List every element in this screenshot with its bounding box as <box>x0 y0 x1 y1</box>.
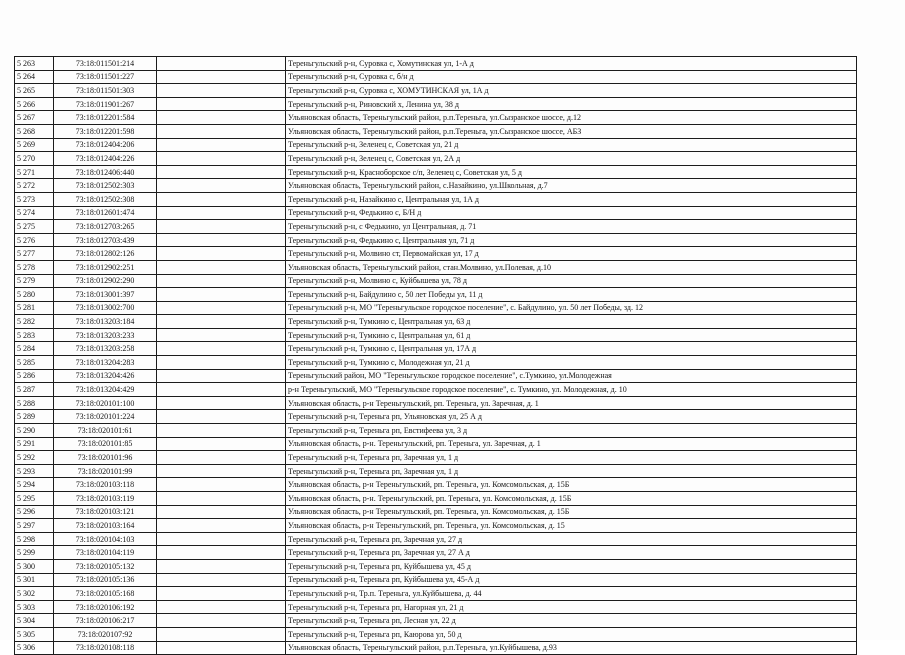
empty-cell <box>157 437 286 451</box>
empty-cell <box>157 546 286 560</box>
empty-cell <box>157 492 286 506</box>
address-cell: Тереньгульский р-н, Тереньга рп, Евстифеева ул, 3 д <box>286 424 857 438</box>
cadastral-number-cell: 73:18:012601:474 <box>54 206 157 220</box>
row-number-cell: 5 291 <box>15 437 54 451</box>
row-number-cell: 5 298 <box>15 532 54 546</box>
cadastral-number-cell: 73:18:013204:426 <box>54 369 157 383</box>
row-number-cell: 5 270 <box>15 152 54 166</box>
row-number-cell: 5 263 <box>15 57 54 71</box>
row-number-cell: 5 297 <box>15 519 54 533</box>
row-number-cell: 5 269 <box>15 138 54 152</box>
row-number-cell: 5 306 <box>15 641 54 655</box>
address-cell: Ульяновская область, р-н. Тереньгульский, рп. Тереньга, ул. Комсомольская, д. 15Б <box>286 492 857 506</box>
cadastral-number-cell: 73:18:013204:283 <box>54 356 157 370</box>
empty-cell <box>157 614 286 628</box>
empty-cell <box>157 505 286 519</box>
row-number-cell: 5 294 <box>15 478 54 492</box>
table-row <box>15 356 857 370</box>
cadastral-number-cell: 73:18:012502:303 <box>54 179 157 193</box>
row-number-cell: 5 274 <box>15 206 54 220</box>
address-cell: Тереньгульский р-н, Тереньга рп, Заречная ул, 27 д <box>286 532 857 546</box>
row-number-cell: 5 289 <box>15 410 54 424</box>
table-row <box>15 410 857 424</box>
address-cell: Тереньгульский р-н, Тереньга рп, Заречная ул, 1 д <box>286 451 857 465</box>
empty-cell <box>157 152 286 166</box>
empty-cell <box>157 600 286 614</box>
empty-cell <box>157 587 286 601</box>
address-cell: Тереньгульский р-н, Тереньга рп, Ульяновская ул, 25 А д <box>286 410 857 424</box>
address-cell: Ульяновская область, Тереньгульский район, стан.Молвино, ул.Полевая, д.10 <box>286 260 857 274</box>
address-cell: Тереньгульский р-н, МО "Тереньгульское городское поселение", с. Байдулино, ул. 50 лет Победы, зд. 12 <box>286 301 857 315</box>
row-number-cell: 5 282 <box>15 315 54 329</box>
cadastral-number-cell: 73:18:012802:126 <box>54 247 157 261</box>
address-cell: Тереньгульский р-н, Риновский х, Ленина ул, 38 д <box>286 97 857 111</box>
table-row <box>15 57 857 71</box>
table-row <box>15 573 857 587</box>
address-cell: Ульяновская область, Тереньгульский район, р.п.Тереньга, ул.Куйбышева, д.93 <box>286 641 857 655</box>
table-row <box>15 383 857 397</box>
cadastral-number-cell: 73:18:012703:439 <box>54 233 157 247</box>
table-row <box>15 424 857 438</box>
empty-cell <box>157 559 286 573</box>
empty-cell <box>157 301 286 315</box>
row-number-cell: 5 266 <box>15 97 54 111</box>
row-number-cell: 5 296 <box>15 505 54 519</box>
cadastral-number-cell: 73:18:020104:119 <box>54 546 157 560</box>
address-cell: Тереньгульский р-н, Молвино с, Куйбышева ул, 78 д <box>286 274 857 288</box>
row-number-cell: 5 304 <box>15 614 54 628</box>
row-number-cell: 5 278 <box>15 260 54 274</box>
row-number-cell: 5 264 <box>15 70 54 84</box>
cadastral-number-cell: 73:18:013001:397 <box>54 288 157 302</box>
row-number-cell: 5 273 <box>15 192 54 206</box>
row-number-cell: 5 299 <box>15 546 54 560</box>
row-number-cell: 5 302 <box>15 587 54 601</box>
cadastral-number-cell: 73:18:020106:217 <box>54 614 157 628</box>
cadastral-number-cell: 73:18:020105:136 <box>54 573 157 587</box>
table-row <box>15 152 857 166</box>
table-row <box>15 600 857 614</box>
cadastral-number-cell: 73:18:012406:440 <box>54 165 157 179</box>
table-row <box>15 627 857 641</box>
table-row <box>15 97 857 111</box>
cadastral-number-cell: 73:18:013203:233 <box>54 328 157 342</box>
empty-cell <box>157 192 286 206</box>
empty-cell <box>157 220 286 234</box>
table-row <box>15 532 857 546</box>
table-row <box>15 233 857 247</box>
cadastral-number-cell: 73:18:012404:206 <box>54 138 157 152</box>
empty-cell <box>157 57 286 71</box>
empty-cell <box>157 138 286 152</box>
empty-cell <box>157 532 286 546</box>
address-cell: Тереньгульский район, МО "Тереньгульское городское поселение", с.Тумкино, ул.Молодежная <box>286 369 857 383</box>
empty-cell <box>157 84 286 98</box>
address-cell: Тереньгульский р-н, Тумкино с, Молодежная ул, 21 д <box>286 356 857 370</box>
cadastral-number-cell: 73:18:012902:290 <box>54 274 157 288</box>
cadastral-number-cell: 73:18:012201:584 <box>54 111 157 125</box>
row-number-cell: 5 305 <box>15 627 54 641</box>
table-row <box>15 342 857 356</box>
empty-cell <box>157 111 286 125</box>
cadastral-number-cell: 73:18:020105:132 <box>54 559 157 573</box>
empty-cell <box>157 124 286 138</box>
cadastral-number-cell: 73:18:012703:265 <box>54 220 157 234</box>
table-row <box>15 220 857 234</box>
address-cell: Тереньгульский р-н, Тумкино с, Центральная ул, 17А д <box>286 342 857 356</box>
address-cell: Тереньгульский р-н, Федькино с, Центральная ул, 71 д <box>286 233 857 247</box>
cadastral-number-cell: 73:18:020103:119 <box>54 492 157 506</box>
address-cell: Тереньгульский р-н, Молвино ст, Первомайская ул, 17 д <box>286 247 857 261</box>
empty-cell <box>157 288 286 302</box>
row-number-cell: 5 293 <box>15 464 54 478</box>
address-cell: Тереньгульский р-н, Зеленец с, Советская ул, 2А д <box>286 152 857 166</box>
address-cell: Тереньгульский р-н, Красноборское с/п, Зеленец с, Советская ул, 5 д <box>286 165 857 179</box>
empty-cell <box>157 165 286 179</box>
cadastral-number-cell: 73:18:020104:103 <box>54 532 157 546</box>
table-row <box>15 478 857 492</box>
empty-cell <box>157 206 286 220</box>
empty-cell <box>157 342 286 356</box>
empty-cell <box>157 233 286 247</box>
cadastral-number-cell: 73:18:020103:164 <box>54 519 157 533</box>
cadastral-number-cell: 73:18:012201:598 <box>54 124 157 138</box>
address-cell: Тереньгульский р-н, Суровка с, ХОМУТИНСКАЯ ул, 1А д <box>286 84 857 98</box>
cadastral-number-cell: 73:18:011501:303 <box>54 84 157 98</box>
empty-cell <box>157 179 286 193</box>
cadastral-number-cell: 73:18:020101:61 <box>54 424 157 438</box>
address-cell: Тереньгульский р-н, Суровка с, Хомутинская ул, 1-А д <box>286 57 857 71</box>
table-row <box>15 70 857 84</box>
row-number-cell: 5 290 <box>15 424 54 438</box>
table-row <box>15 492 857 506</box>
address-cell: Ульяновская область, р-н Тереньгульский, рп. Тереньга, ул. Комсомольская, д. 15Б <box>286 505 857 519</box>
empty-cell <box>157 641 286 655</box>
row-number-cell: 5 280 <box>15 288 54 302</box>
address-cell: Ульяновская область, р-н. Тереньгульский, рп. Тереньга, ул. Заречная, д. 1 <box>286 437 857 451</box>
row-number-cell: 5 301 <box>15 573 54 587</box>
cadastral-number-cell: 73:18:020103:121 <box>54 505 157 519</box>
registry-table <box>14 56 857 655</box>
row-number-cell: 5 303 <box>15 600 54 614</box>
table-row <box>15 328 857 342</box>
cadastral-number-cell: 73:18:011901:267 <box>54 97 157 111</box>
table-row <box>15 274 857 288</box>
cadastral-number-cell: 73:18:020101:99 <box>54 464 157 478</box>
row-number-cell: 5 295 <box>15 492 54 506</box>
address-cell: Тереньгульский р-н, Байдулино с, 50 лет Победы ул, 11 д <box>286 288 857 302</box>
address-cell: Ульяновская область, Тереньгульский район, р.п.Тереньга, ул.Сызранское шоссе, АБЗ <box>286 124 857 138</box>
row-number-cell: 5 292 <box>15 451 54 465</box>
table-row <box>15 451 857 465</box>
empty-cell <box>157 328 286 342</box>
row-number-cell: 5 272 <box>15 179 54 193</box>
cadastral-number-cell: 73:18:020101:96 <box>54 451 157 465</box>
address-cell: Тереньгульский р-н, с Федькино, ул Центральная, д. 71 <box>286 220 857 234</box>
address-cell: Ульяновская область, р-н Тереньгульский, рп. Тереньга, ул. Комсомольская, д. 15Б <box>286 478 857 492</box>
address-cell: Ульяновская область, р-н Тереньгульский, рп. Тереньга, ул. Комсомольская, д. 15 <box>286 519 857 533</box>
cadastral-number-cell: 73:18:020101:85 <box>54 437 157 451</box>
row-number-cell: 5 286 <box>15 369 54 383</box>
registry-table-body <box>15 57 857 655</box>
empty-cell <box>157 451 286 465</box>
row-number-cell: 5 277 <box>15 247 54 261</box>
empty-cell <box>157 396 286 410</box>
cadastral-number-cell: 73:18:013203:258 <box>54 342 157 356</box>
table-row <box>15 165 857 179</box>
address-cell: Тереньгульский р-н, Тереньга рп, Куйбышева ул, 45 д <box>286 559 857 573</box>
row-number-cell: 5 287 <box>15 383 54 397</box>
cadastral-number-cell: 73:18:013203:184 <box>54 315 157 329</box>
empty-cell <box>157 383 286 397</box>
empty-cell <box>157 247 286 261</box>
table-row <box>15 111 857 125</box>
table-row <box>15 396 857 410</box>
cadastral-number-cell: 73:18:020107:92 <box>54 627 157 641</box>
cadastral-number-cell: 73:18:020106:192 <box>54 600 157 614</box>
row-number-cell: 5 265 <box>15 84 54 98</box>
table-row <box>15 124 857 138</box>
cadastral-number-cell: 73:18:020103:118 <box>54 478 157 492</box>
table-row <box>15 179 857 193</box>
table-row <box>15 84 857 98</box>
table-row <box>15 138 857 152</box>
address-cell: Тереньгульский р-н, Тереньга рп, Заречная ул, 27 А д <box>286 546 857 560</box>
table-row <box>15 206 857 220</box>
table-row <box>15 559 857 573</box>
empty-cell <box>157 410 286 424</box>
cadastral-number-cell: 73:18:020108:118 <box>54 641 157 655</box>
row-number-cell: 5 275 <box>15 220 54 234</box>
address-cell: Тереньгульский р-н, Назайкино с, Центральная ул, 1А д <box>286 192 857 206</box>
address-cell: Тереньгульский р-н, Тереньга рп, Каюрова ул, 50 д <box>286 627 857 641</box>
address-cell: Тереньгульский р-н, Тумкино с, Центральная ул, 63 д <box>286 315 857 329</box>
cadastral-number-cell: 73:18:012502:308 <box>54 192 157 206</box>
table-row <box>15 546 857 560</box>
table-row <box>15 301 857 315</box>
table-row <box>15 519 857 533</box>
address-cell: Тереньгульский р-н, Тр.п. Тереньга, ул.Куйбышева, д. 44 <box>286 587 857 601</box>
empty-cell <box>157 97 286 111</box>
cadastral-number-cell: 73:18:020105:168 <box>54 587 157 601</box>
table-row <box>15 260 857 274</box>
table-row <box>15 192 857 206</box>
row-number-cell: 5 267 <box>15 111 54 125</box>
row-number-cell: 5 279 <box>15 274 54 288</box>
address-cell: Тереньгульский р-н, Зеленец с, Советская ул, 21 д <box>286 138 857 152</box>
empty-cell <box>157 70 286 84</box>
cadastral-number-cell: 73:18:011501:214 <box>54 57 157 71</box>
empty-cell <box>157 315 286 329</box>
empty-cell <box>157 356 286 370</box>
cadastral-number-cell: 73:18:012404:226 <box>54 152 157 166</box>
empty-cell <box>157 573 286 587</box>
table-row <box>15 641 857 655</box>
table-row <box>15 288 857 302</box>
table-row <box>15 505 857 519</box>
row-number-cell: 5 268 <box>15 124 54 138</box>
empty-cell <box>157 369 286 383</box>
cadastral-number-cell: 73:18:011501:227 <box>54 70 157 84</box>
row-number-cell: 5 281 <box>15 301 54 315</box>
address-cell: Тереньгульский р-н, Тереньга рп, Куйбышева ул, 45-А д <box>286 573 857 587</box>
address-cell: Тереньгульский р-н, Тумкино с, Центральная ул, 61 д <box>286 328 857 342</box>
table-row <box>15 315 857 329</box>
cadastral-number-cell: 73:18:020101:100 <box>54 396 157 410</box>
address-cell: Тереньгульский р-н, Тереньга рп, Нагорная ул, 21 д <box>286 600 857 614</box>
row-number-cell: 5 283 <box>15 328 54 342</box>
address-cell: Тереньгульский р-н, Суровка с, б/н д <box>286 70 857 84</box>
empty-cell <box>157 424 286 438</box>
address-cell: Тереньгульский р-н, Федькино с, Б/Н д <box>286 206 857 220</box>
row-number-cell: 5 271 <box>15 165 54 179</box>
cadastral-number-cell: 73:18:013204:429 <box>54 383 157 397</box>
cadastral-number-cell: 73:18:012902:251 <box>54 260 157 274</box>
address-cell: р-н Тереньгульский, МО "Тереньгульское городское поселение", с. Тумкино, ул. Молодежная, д. 10 <box>286 383 857 397</box>
row-number-cell: 5 288 <box>15 396 54 410</box>
empty-cell <box>157 519 286 533</box>
empty-cell <box>157 627 286 641</box>
address-cell: Ульяновская область, Тереньгульский район, р.п.Тереньга, ул.Сызранское шоссе, д.12 <box>286 111 857 125</box>
empty-cell <box>157 464 286 478</box>
table-row <box>15 587 857 601</box>
row-number-cell: 5 285 <box>15 356 54 370</box>
address-cell: Тереньгульский р-н, Тереньга рп, Заречная ул, 1 д <box>286 464 857 478</box>
table-row <box>15 369 857 383</box>
address-cell: Тереньгульский р-н, Тереньга рп, Лесная ул, 22 д <box>286 614 857 628</box>
table-row <box>15 247 857 261</box>
row-number-cell: 5 284 <box>15 342 54 356</box>
table-row <box>15 614 857 628</box>
row-number-cell: 5 276 <box>15 233 54 247</box>
empty-cell <box>157 274 286 288</box>
empty-cell <box>157 260 286 274</box>
table-row <box>15 464 857 478</box>
cadastral-number-cell: 73:18:013002:700 <box>54 301 157 315</box>
cadastral-number-cell: 73:18:020101:224 <box>54 410 157 424</box>
empty-cell <box>157 478 286 492</box>
address-cell: Ульяновская область, р-н Тереньгульский, рп. Тереньга, ул. Заречная, д. 1 <box>286 396 857 410</box>
address-cell: Ульяновская область, Тереньгульский район, с.Назайкино, ул.Школьная, д.7 <box>286 179 857 193</box>
table-row <box>15 437 857 451</box>
row-number-cell: 5 300 <box>15 559 54 573</box>
